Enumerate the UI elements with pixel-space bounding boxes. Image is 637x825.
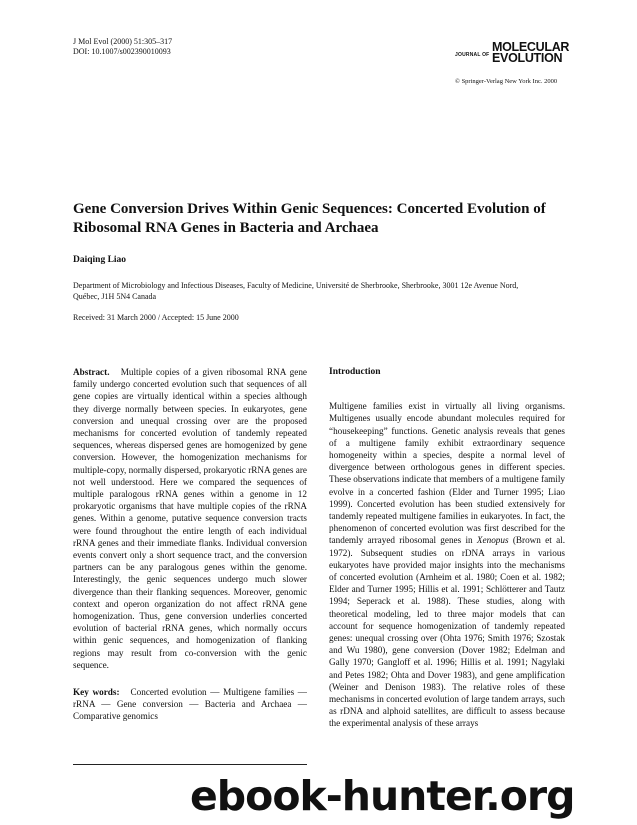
keywords-text: Concerted evolution — Multigene families — rRNA — Gene conversion — Bacteria and Archaea — Comparative genomics [73,687,307,722]
intro-text: (Brown et al. 1972). Subsequent studies on rDNA arrays in various eukaryotes have provided major insights into the mechanisms of concerted evolution (Arnheim et al. 1980; Coen et al. 1982; Elder and Turner 1995; Hillis et al. 1991; Schlötterer and Tautz 1994; Seperack et al. 1988). These studies, along with theoretical modeling, led to three major models that can account for sequence homogenization of tandemly repeated genes: unequal crossing over (Ohta 1976; Smith 1976; Szostak and Wu 1980), gene conversion (Dover 1982; Edelman and Gally 1970; Gangloff et al. 1996; Hillis et al. 1991; Nagylaki and Petes 1982; Ohta and Dover 1983), and gene amplification (Weiner and Denison 1983). The relative roles of these mechanisms in concerted evolution of large tandem arrays, such as rDNA and alphoid satellites, are difficult to assess because the experimental analysis of these arrays [329,535,565,729]
author-affiliation [73,280,573,302]
affiliation-line: Québec, J1H 5N4 Canada [73,292,157,301]
introduction-paragraph [329,400,565,729]
journal-logo-big [492,42,569,64]
citation-line: J Mol Evol (2000) 51:305–317 [73,37,173,46]
journal-logo-small: JOURNAL OF [455,52,490,58]
introduction-column [329,366,565,730]
intro-text: Multigene families exist in virtually all living organisms. Multigenes usually encode abundant molecules required for “housekeeping” functions. Genetic analysis reveals that genes of a multigene family exhibit extraordinary sequence homogeneity within a species, despite a normal level of divergence between orthologous genes in different species. These observations indicate that members of a multigene family evolve in a concerted fashion (Elder and Turner 1995; Liao 1999). Concerted evolution has been studied extensively for tandemly repeated multigene families in eukaryotes. In fact, the phenomenon of concerted evolution was first described for the tandemly arrayed ribosomal genes in [329,401,565,546]
section-heading: Introduction [329,367,381,377]
affiliation-line: Department of Microbiology and Infectious Diseases, Faculty of Medicine, Université de Sherbrooke, Sherbrooke, 3001 12e Avenue Nord, [73,281,519,290]
author-name: Daiqing Liao [73,255,127,265]
doi-line: DOI: 10.1007/s002390010093 [73,47,171,56]
abstract-column [73,366,307,723]
abstract [73,366,307,671]
keywords-label: Key words: [73,687,120,698]
journal-logo-line1: MOLECULAR [492,40,570,54]
copyright-notice: © Springer-Verlag New York Inc. 2000 [455,78,558,85]
journal-logo [455,40,570,70]
received-dates: Received: 31 March 2000 / Accepted: 15 June 2000 [73,313,239,322]
journal-logo-line2: EVOLUTION [492,51,563,65]
column-divider [73,764,307,765]
species-name: Xenopus [476,535,509,546]
watermark: ebook-hunter.org [190,772,575,820]
keywords [73,686,307,723]
abstract-text: Multiple copies of a given ribosomal RNA gene family undergo concerted evolution such that sequences of all gene copies are virtually identical within a species although they diverge normally between species. In eukaryotes, gene conversion and unequal crossing over are the proposed mechanisms for concerted evolution of tandemly repeated sequences, whereas dispersed genes are homogenized by gene conversion. However, the homogenization mechanisms for multiple-copy, normally dispersed, prokaryotic rRNA genes are not well understood. Here we compared the sequences of multiple paralogous rRNA genes within a genome in 12 prokaryotic organisms that have multiple copies of the rRNA genes. Within a genome, putative sequence conversion tracts were found throughout the entire length of each individual rRNA genes and their immediate flanks. Individual conversion events convert only a short sequence tract, and the conversion partners can be any paralogous genes within the genome. Interestingly, the genic sequences undergo much slower divergence than their flanking sequences. Moreover, genomic context and operon organization do not affect rRNA gene homogenization. Thus, gene conversion underlies concerted evolution of bacterial rRNA genes, which normally occurs within genic sequences, and homogenization of flanking regions may result from co-conversion with the genic sequence. [73,367,308,670]
abstract-label: Abstract. [73,367,110,377]
citation [73,37,172,57]
article-title: Gene Conversion Drives Within Genic Sequences: Concerted Evolution of Ribosomal RNA Genes in Bacteria and Archaea [73,201,546,236]
